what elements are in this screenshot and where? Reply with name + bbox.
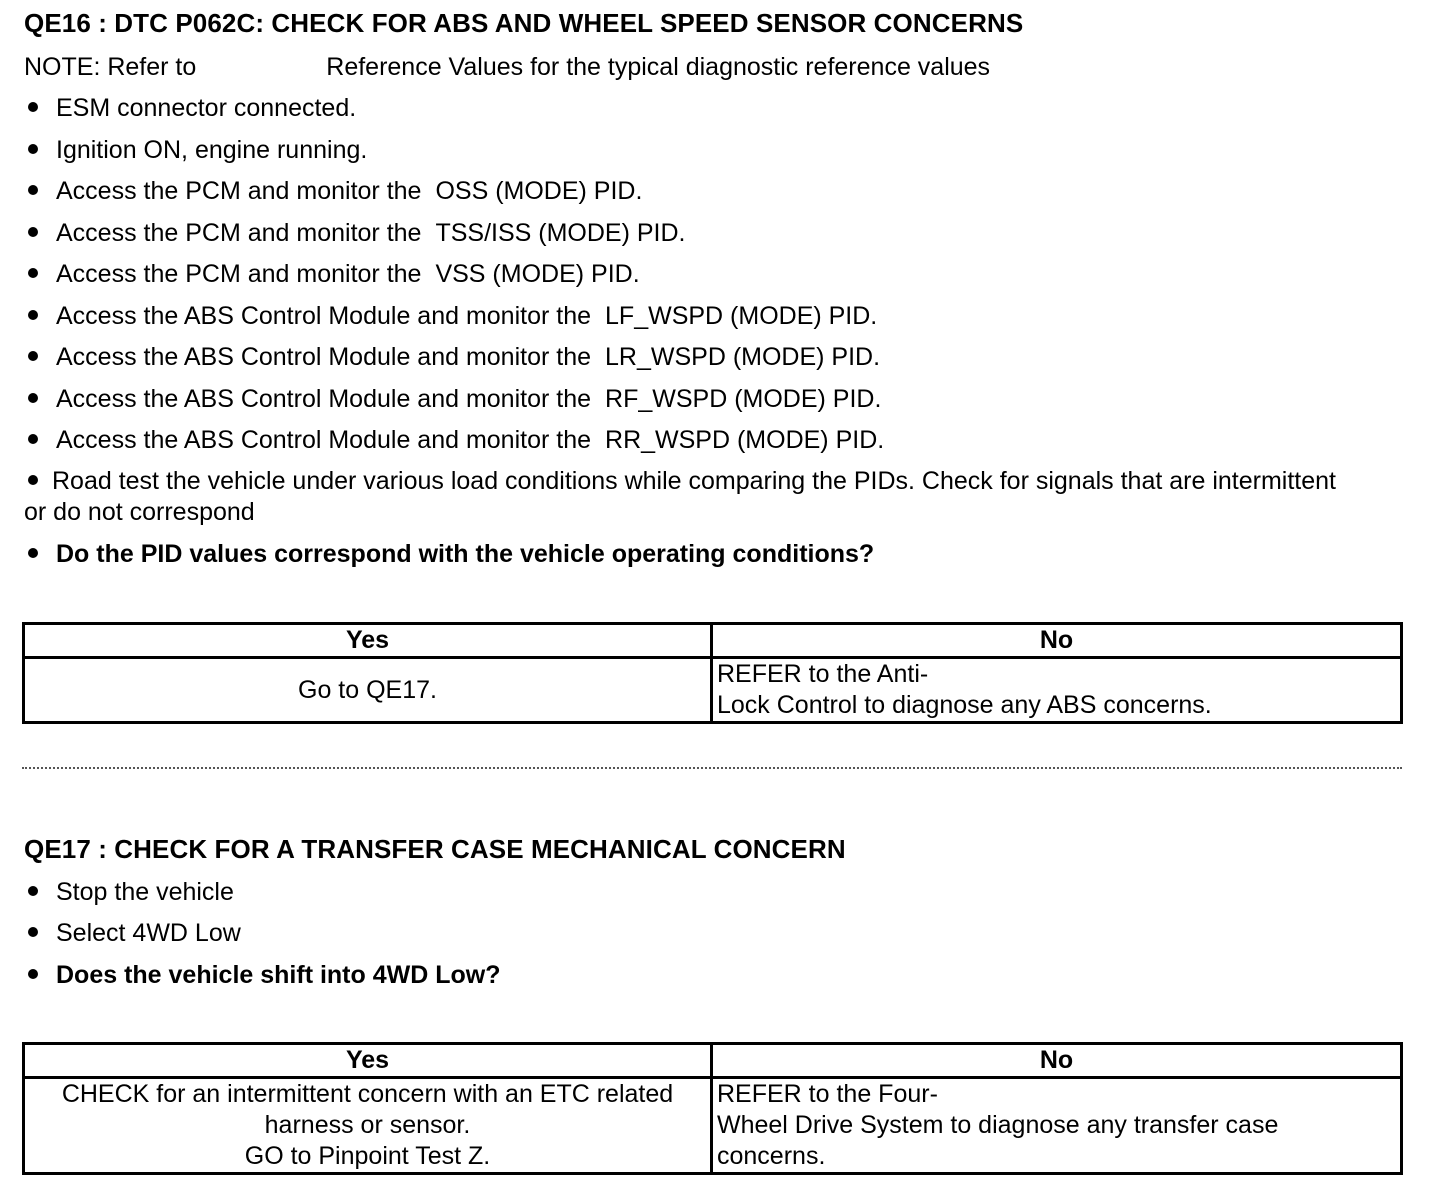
qe16-monitor-step: Access the PCM and monitor the OSS (MODE) PID. — [24, 176, 1400, 207]
note-prefix: NOTE: Refer to — [24, 53, 197, 81]
no-cell: REFER to the Anti- Lock Control to diagnose any ABS concerns. — [712, 658, 1402, 723]
pid-name: LR_WSPD (MODE) PID. — [605, 343, 881, 371]
qe16-monitor-step: Access the ABS Control Module and monitor the RF_WSPD (MODE) PID. — [24, 384, 1400, 415]
qe17-step-1: Stop the vehicle — [24, 877, 1400, 908]
yes-cell: CHECK for an intermittent concern with an ETC related harness or sensor. GO to Pinpoint Test Z. — [24, 1078, 712, 1174]
bullet-icon — [28, 886, 38, 896]
pid-name: VSS (MODE) PID. — [435, 260, 640, 288]
qe17-title: QE17 : CHECK FOR A TRANSFER CASE MECHANICAL CONCERN — [24, 834, 846, 864]
note-suffix: Reference Values for the typical diagnostic reference values — [326, 53, 991, 81]
qe16-monitor-step: Access the ABS Control Module and monitor the LF_WSPD (MODE) PID. — [24, 301, 1400, 332]
bullet-icon — [28, 144, 38, 154]
qe16-step-2: Ignition ON, engine running. — [24, 135, 1400, 166]
no-header: No — [712, 624, 1402, 658]
qe16-title: QE16 : DTC P062C: CHECK FOR ABS AND WHEEL SPEED SENSOR CONCERNS — [24, 8, 1024, 38]
no-cell: REFER to the Four- Wheel Drive System to diagnose any transfer case concerns. — [712, 1078, 1402, 1174]
qe16-decision-table — [22, 622, 1403, 724]
pid-name: TSS/ISS (MODE) PID. — [435, 219, 686, 247]
yes-header: Yes — [24, 624, 712, 658]
qe16-note — [24, 52, 990, 82]
pid-name: OSS (MODE) PID. — [435, 177, 643, 205]
pid-name: LF_WSPD (MODE) PID. — [605, 302, 878, 330]
bullet-icon — [28, 310, 38, 320]
qe17-decision-table — [22, 1042, 1403, 1175]
no-header: No — [712, 1044, 1402, 1078]
bullet-icon — [28, 185, 38, 195]
yes-header: Yes — [24, 1044, 712, 1078]
bullet-icon — [28, 548, 38, 558]
yes-cell: Go to QE17. — [24, 658, 712, 723]
bullet-icon — [28, 351, 38, 361]
qe16-step-1: ESM connector connected. — [24, 93, 1400, 124]
bullet-icon — [28, 434, 38, 444]
bullet-icon — [28, 227, 38, 237]
bullet-icon — [28, 475, 38, 485]
bullet-icon — [28, 927, 38, 937]
bullet-icon — [28, 102, 38, 112]
qe16-question: Do the PID values correspond with the vehicle operating conditions? — [24, 539, 1400, 570]
section-divider — [22, 767, 1402, 769]
qe16-road-test: Road test the vehicle under various load conditions while comparing the PIDs. Check for signals that are intermittent or do not correspond — [24, 467, 1336, 526]
pid-name: RF_WSPD (MODE) PID. — [605, 385, 882, 413]
qe16-monitor-step: Access the PCM and monitor the VSS (MODE) PID. — [24, 259, 1400, 290]
qe17-question: Does the vehicle shift into 4WD Low? — [24, 960, 1400, 991]
bullet-icon — [28, 268, 38, 278]
qe16-monitor-step: Access the PCM and monitor the TSS/ISS (MODE) PID. — [24, 218, 1400, 249]
pid-name: RR_WSPD (MODE) PID. — [605, 426, 885, 454]
qe17-step-2: Select 4WD Low — [24, 918, 1400, 949]
qe16-monitor-step: Access the ABS Control Module and monitor the RR_WSPD (MODE) PID. — [24, 425, 1400, 456]
bullet-icon — [28, 969, 38, 979]
bullet-icon — [28, 393, 38, 403]
qe16-monitor-step: Access the ABS Control Module and monitor the LR_WSPD (MODE) PID. — [24, 342, 1400, 373]
